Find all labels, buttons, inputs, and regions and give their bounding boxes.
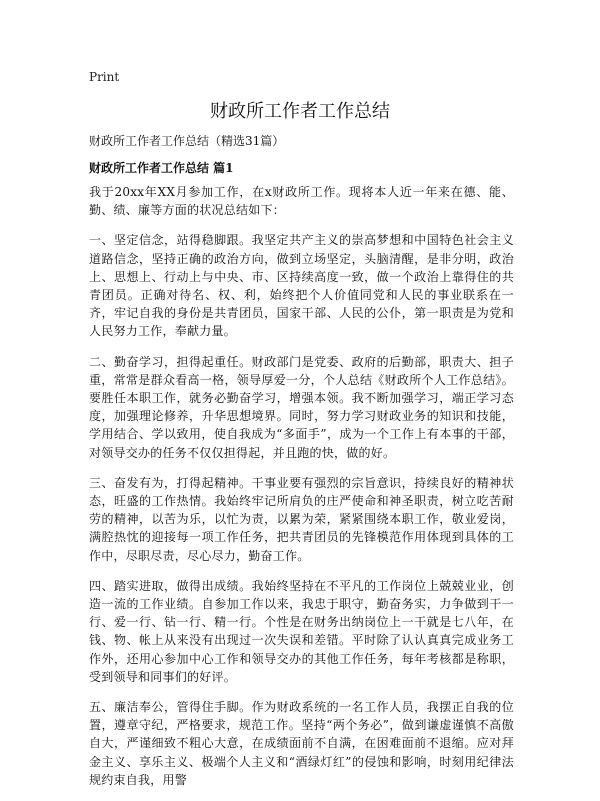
paragraph-achievement: 四、踏实进取，做得出成绩。我始终坚持在不平凡的工作岗位上兢兢业业，创造一流的工作业绩。自参加工作以来，我忠于职守，勤奋务实，力争做到干一行、爱一行、钻一行、精一行。个性是在财务出纳岗位上一干就是七八年，在钱、物、帐上从来没有出现过一次失误和差错。平时除了认认真真完成业务工作外，还用心参加中心工作和领导交办的其他工作任务，每年考核都是称职，受到领导和同事们的好评。 (89, 578, 514, 684)
section-heading: 财政所工作者工作总结 篇1 (89, 161, 234, 175)
paragraph-spirit: 三、奋发有为，打得起精神。干事业要有强烈的宗旨意识，持续良好的精神状态，旺盛的工作热情。我始终牢记所肩负的庄严使命和神圣职责，树立吃苦耐劳的精神，以苦为乐，以忙为责，以累为荣，紧紧围绕本职工作，敬业爱岗，满腔热忱的迎接每一项工作任务，把共青团员的先锋模范作用体现到具体的工作中，尽职尽责，尽心尽力，勤奋工作。 (89, 475, 514, 563)
paragraph-integrity: 五、廉洁奉公，管得住手脚。作为财政系统的一名工作人员，我摆正自我的位置，遵章守纪，严格要求，规范工作。坚持“两个务必”，做到谦虚谨慎不高傲自大，严谨细致不粗心大意，在成绩面前不自满，在困难面前不退缩。应对拜金主义、享乐主义、极端个人主义和“酒绿灯红”的侵蚀和影响，时刻用纪律法规约束自我，用警 (89, 700, 514, 787)
document-subtitle: 财政所工作者工作总结（精选31篇） (89, 134, 285, 148)
paragraph-study: 二、勤奋学习，担得起重任。财政部门是党委、政府的后勤部，职责大、担子重，常常是群众看高一格，领导厚爱一分，个人总结《财政所个人工作总结》。要胜任本职工作，就务必勤奋学习，增强本领。我不断加强学习，端正学习态度，加强理论修养，升华思想境界。同时，努力学习财政业务的知识和技能，学用结合、学以致用，使自我成为“多面手”，成为一个工作上有本事的干部，对领导交办的任务不仅仅担得起，并且跑的快，做的好。 (89, 354, 514, 460)
intro-paragraph: 我于20xx年XX月参加工作，在x财政所工作。现将本人近一年来在德、能、勤、绩、廉等方面的状况总结如下： (89, 185, 514, 218)
paragraph-faith: 一、坚定信念，站得稳脚跟。我坚定共产主义的崇高梦想和中国特色社会主义道路信念，坚持正确的政治方向，做到立场坚定，头脑清醒，是非分明，政治上、思想上、行动上与中央、市、区持续高度一致，做一个政治上靠得住的共青团员。正确对待名、权、利，始终把个人价值同党和人民的事业联系在一齐，牢记自我的身份是共青团员，国家干部、人民的公仆，第一职责是为党和人民努力工作，奉献力量。 (89, 233, 514, 339)
document-body (89, 183, 514, 801)
print-label: Print (89, 70, 120, 84)
document-title: 财政所工作者工作总结 (210, 101, 390, 122)
